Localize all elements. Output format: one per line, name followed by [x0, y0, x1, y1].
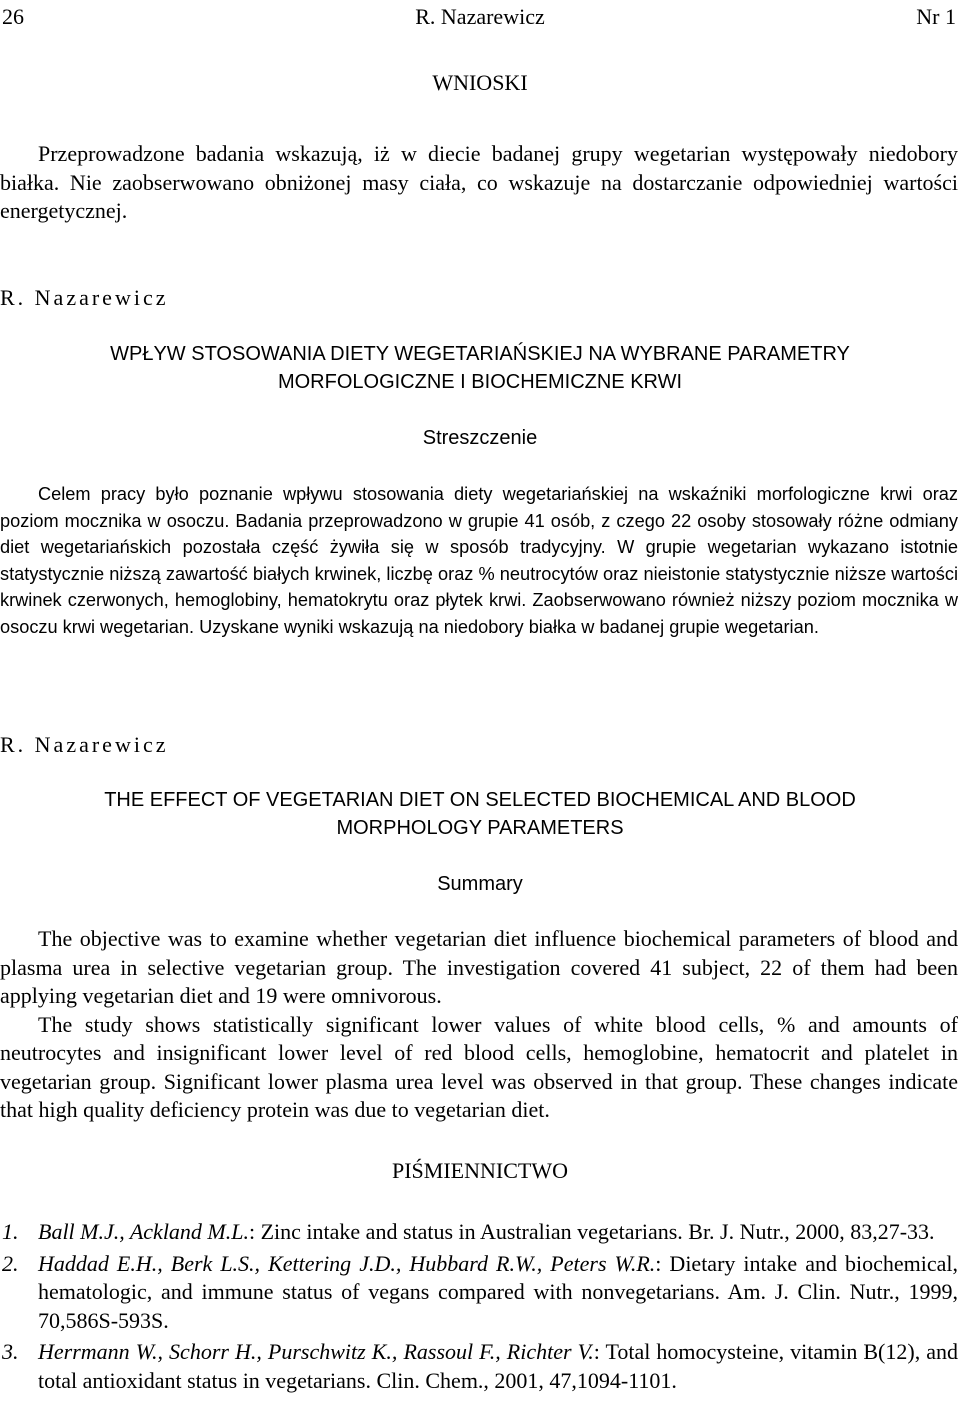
reference-number: 1. — [2, 1219, 19, 1244]
english-title-line-2: MORPHOLOGY PARAMETERS — [336, 817, 624, 839]
english-subheading: Summary — [437, 873, 523, 895]
polish-abstract-paragraph: Celem pracy było poznanie wpływu stosowania diety wegetariańskiej na wskaźniki morfologiczne krwi oraz poziom mocznika w osoczu. Badania przeprowadzono w grupie 41 osób, z czego 22 osoby stosowały różne odmiany diet wegetariańskich pozostała część żywiła się w sposób tradycyjny. W grupie wegetarian wykazano istotnie statystycznie niższą zawartość białych krwinek, liczbę oraz % neutrocytów oraz nieistonie statystycznie niższe wartości krwinek czerwonych, hemoglobiny, hematokrytu oraz płytek krwi. Zaobserwowano również niższy poziom mocznika w osoczu krwi wegetarian. Uzyskane wyniki wskazują na niedobory białka w badanej grupie wegetarian. — [0, 484, 958, 637]
page-header — [0, 4, 960, 34]
conclusions-text: Przeprowadzone badania wskazują, iż w diecie badanej grupy wegetarian występowały niedobory białka. Nie zaobserwowano obniżonej masy ciała, co wskazuje na dostarczanie odpowiedniej wartości energetycznej. — [0, 141, 958, 223]
reference-text: : Zinc intake and status in Australian vegetarians. Br. J. Nutr., 2000, 83,27-33. — [249, 1219, 935, 1244]
page-number: 26 — [2, 4, 24, 29]
polish-abstract-text — [0, 481, 958, 641]
reference-authors: Haddad E.H., Berk L.S., Kettering J.D., Hubbard R.W., Peters W.R. — [38, 1250, 656, 1276]
english-abstract-paragraph-2: The study shows statistically significant lower values of white blood cells, % and amounts of neutrocytes and insignificant lower level of red blood cells, hemoglobine, hematocrit and platelet in vegetarian group. Significant lower plasma urea level was observed in that group. These changes indicate that high quality deficiency protein was due to vegetarian diet. — [0, 1011, 958, 1122]
reference-text: : Total homocysteine, vitamin B(12), and total antioxidant status in vegetarians. Clin. Chem., 2001, 47,1094-1101. — [38, 1339, 959, 1393]
english-title-line-1: THE EFFECT OF VEGETARIAN DIET ON SELECTED BIOCHEMICAL AND BLOOD — [104, 789, 856, 811]
reference-item — [0, 1218, 958, 1247]
polish-title-line-2: MORFOLOGICZNE I BIOCHEMICZNE KRWI — [277, 371, 683, 393]
polish-subheading: Streszczenie — [422, 427, 538, 449]
reference-number: 3. — [2, 1339, 19, 1364]
conclusions-heading: WNIOSKI — [432, 70, 528, 95]
polish-title-line-1: WPŁYW STOSOWANIA DIETY WEGETARIAŃSKIEJ NA WYBRANE PARAMETRY — [110, 343, 850, 365]
reference-authors: Ball M.J., Ackland M.L. — [38, 1219, 249, 1244]
english-title — [0, 786, 960, 842]
reference-item — [0, 1338, 958, 1395]
issue-number: Nr 1 — [916, 4, 956, 29]
polish-title — [0, 340, 960, 396]
english-author: R. Nazarewicz — [0, 732, 169, 757]
reference-text: : Dietary intake and biochemical, hematologic, and immune status of vegans compared with nonvegetarians. Am. J. Clin. Nutr., 1999, 70,586S-593S. — [38, 1250, 959, 1333]
english-abstract-text — [0, 925, 958, 1125]
references-heading: PIŚMIENNICTWO — [392, 1158, 568, 1183]
reference-authors: Herrmann W., Schorr H., Purschwitz K., Rassoul F., Richter V. — [38, 1339, 594, 1364]
running-author: R. Nazarewicz — [415, 4, 545, 29]
english-abstract-paragraph-1: The objective was to examine whether vegetarian diet influence biochemical parameters of blood and plasma urea in selective vegetarian group. The investigation covered 41 subject, 22 of them had been applying vegetarian diet and 19 were omnivorous. — [0, 926, 958, 1008]
reference-number: 2. — [2, 1250, 19, 1276]
reference-item — [0, 1250, 958, 1336]
references-list — [0, 1218, 958, 1398]
polish-author: R. Nazarewicz — [0, 285, 169, 310]
